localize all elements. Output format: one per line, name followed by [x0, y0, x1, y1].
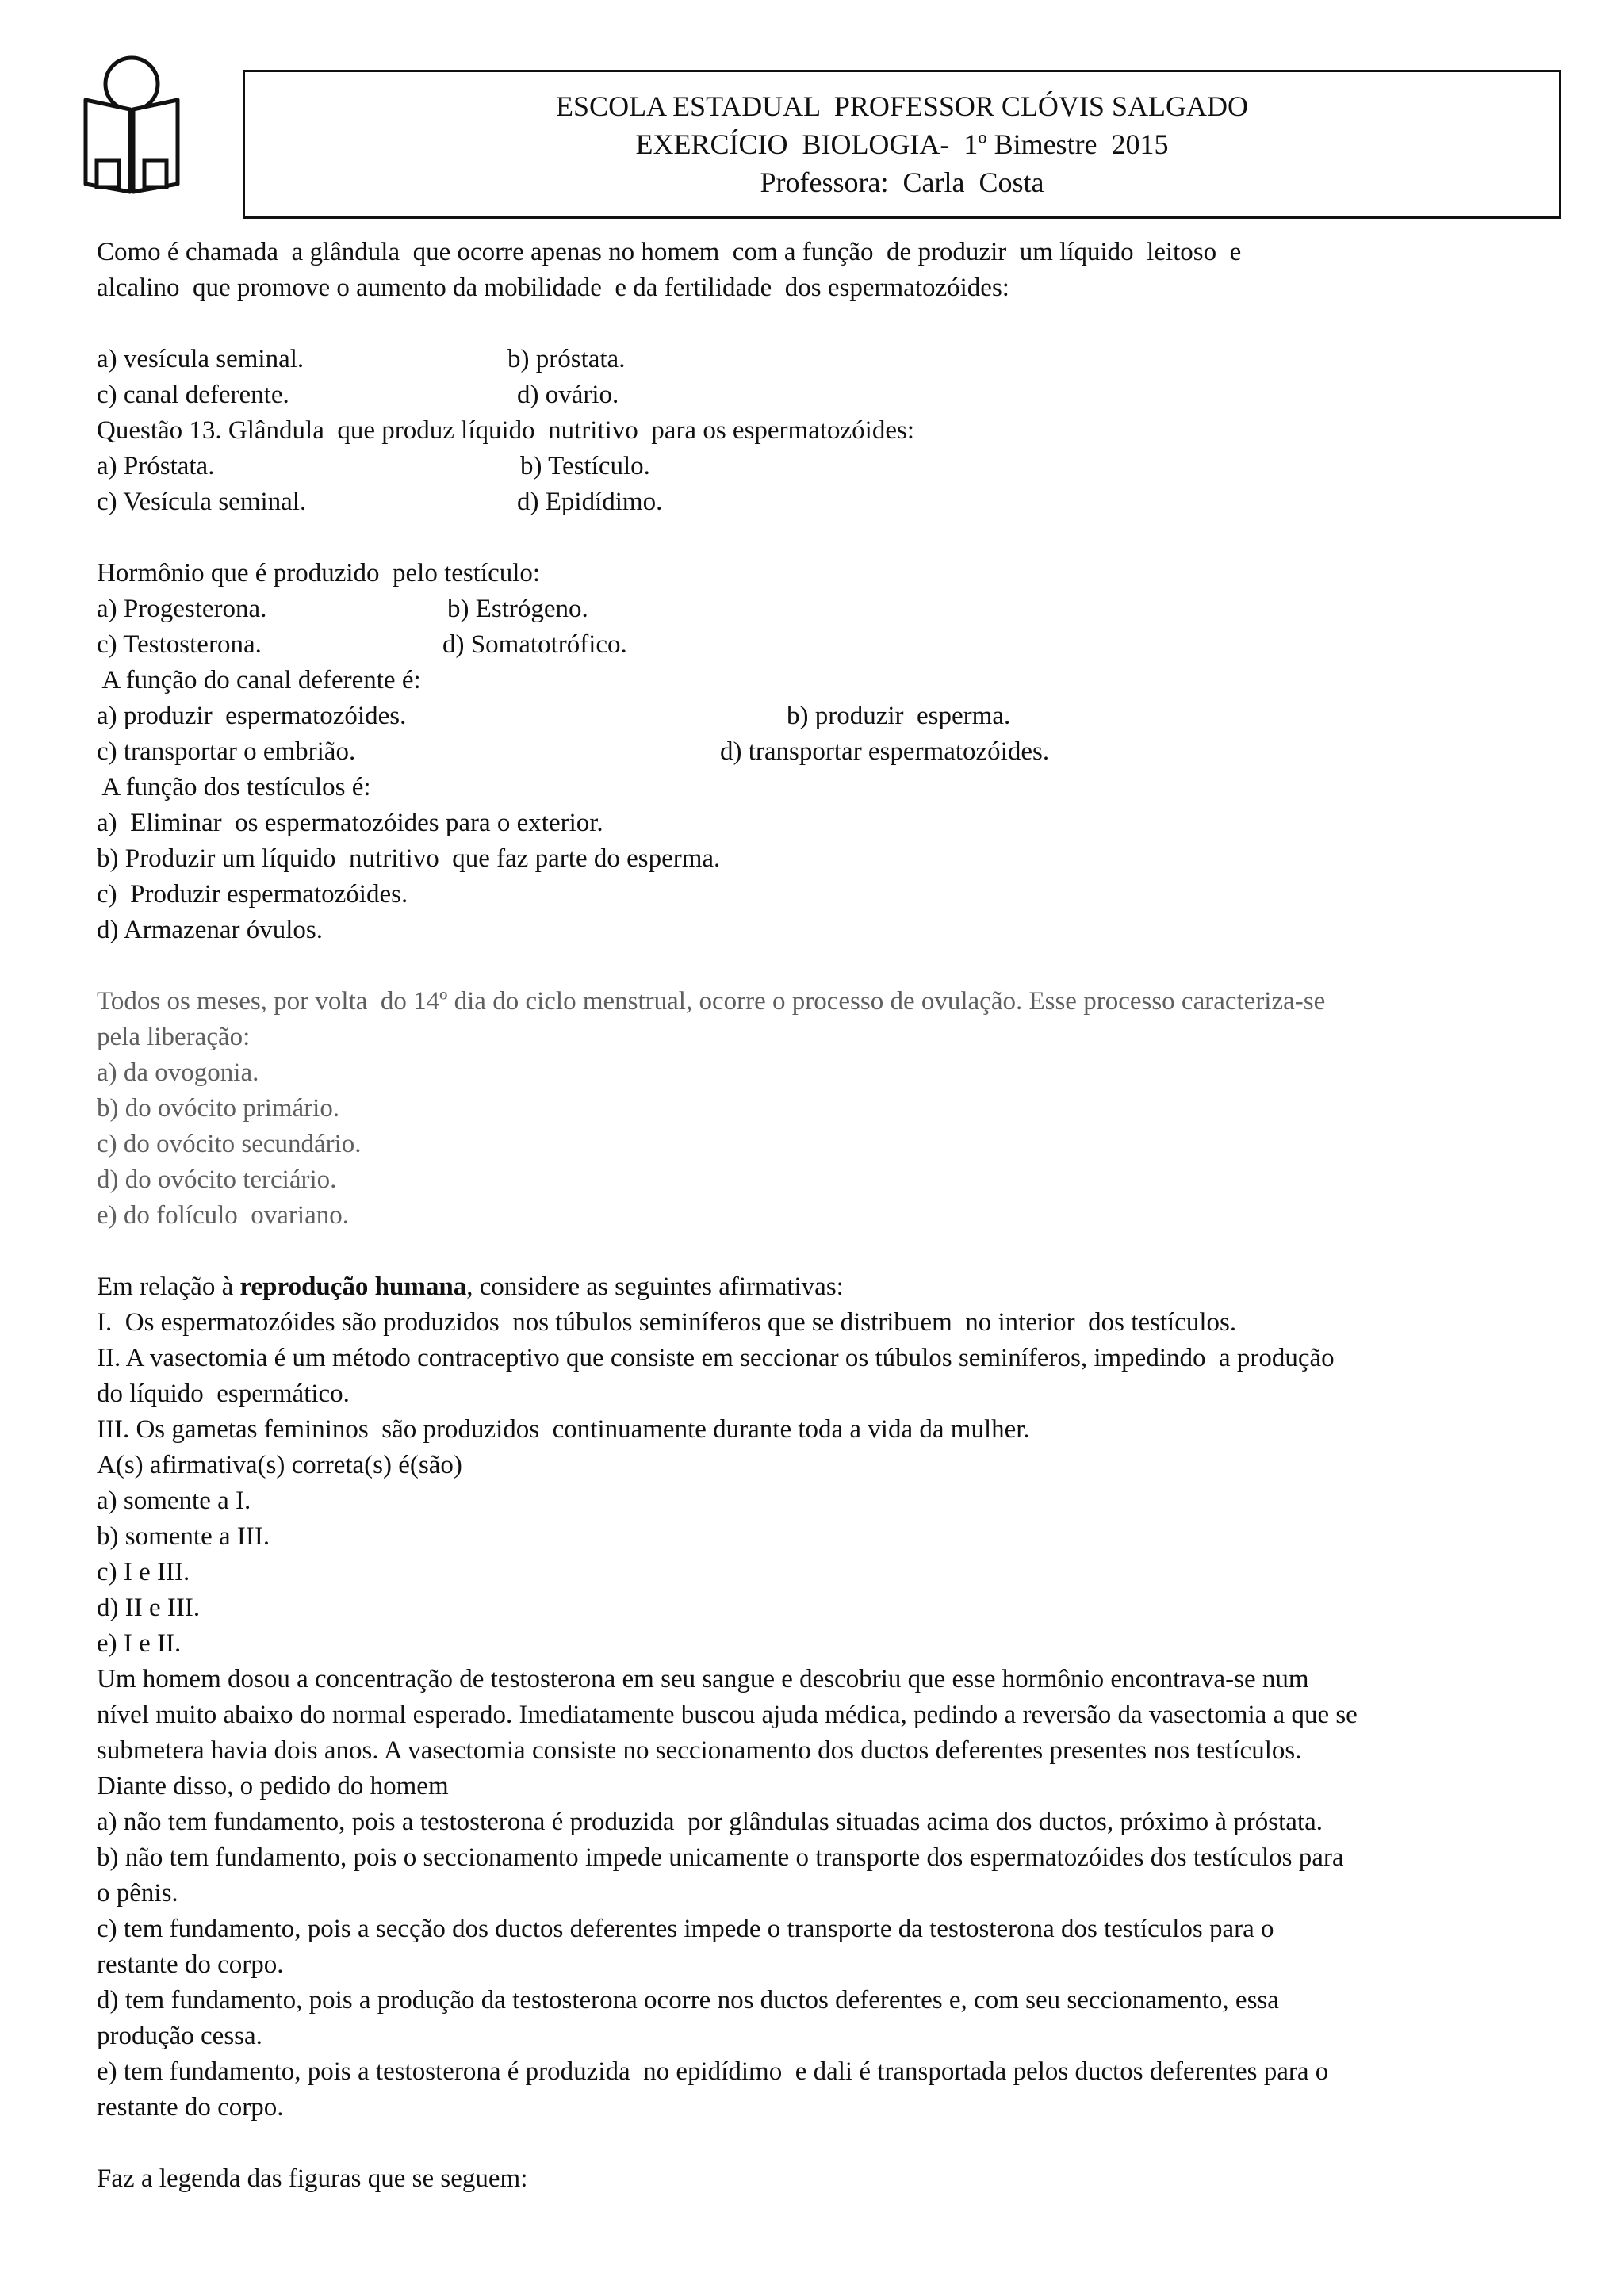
- option-d: d) tem fundamento, pois a produção da testosterona ocorre nos ductos deferentes e, com seu seccionamento, essa: [97, 1986, 1279, 2015]
- question-stem: Todos os meses, por volta do 14º dia do ciclo menstrual, ocorre o processo de ovulação. Esse processo caracteriza-se: [97, 987, 1326, 1016]
- option-c: c) Testosterona.: [97, 630, 262, 659]
- statement-i: I. Os espermatozóides são produzidos nos túbulos seminíferos que se distribuem no interior dos testículos.: [97, 1308, 1237, 1337]
- option-a: a) produzir espermatozóides.: [97, 702, 407, 730]
- option-e: e) I e II.: [97, 1629, 182, 1658]
- option-e: e) do folículo ovariano.: [97, 1201, 349, 1230]
- option-b: b) Estrógeno.: [447, 595, 588, 623]
- option-a: a) Progesterona.: [97, 595, 267, 623]
- question-3: [97, 556, 1492, 663]
- question-stem: Diante disso, o pedido do homem: [97, 1772, 449, 1800]
- statement-iii: III. Os gametas femininos são produzidos continuamente durante toda a vida da mulher.: [97, 1415, 1030, 1444]
- school-logo: [76, 51, 187, 205]
- option-c: c) I e III.: [97, 1558, 190, 1586]
- question-stem: pela liberação:: [97, 1023, 251, 1051]
- document-body: [97, 235, 1492, 2197]
- option-d: d) Epidídimo.: [517, 488, 663, 516]
- option-c: c) canal deferente.: [97, 381, 289, 409]
- question-7: [97, 1269, 1492, 1662]
- question-2: [97, 413, 1492, 520]
- option-a: a) da ovogonia.: [97, 1058, 259, 1087]
- option-d: d) Armazenar óvulos.: [97, 916, 323, 944]
- option-c: c) transportar o embrião.: [97, 737, 356, 766]
- exercise-title: EXERCÍCIO BIOLOGIA- 1º Bimestre 2015: [635, 128, 1169, 160]
- option-d: d) II e III.: [97, 1594, 201, 1622]
- question-1: [97, 235, 1492, 413]
- question-8: [97, 1662, 1492, 2126]
- option-c: c) tem fundamento, pois a secção dos ductos deferentes impede o transporte da testosterona dos testículos para o: [97, 1915, 1274, 1943]
- option-c: c) do ovócito secundário.: [97, 1130, 362, 1158]
- option-d: d) ovário.: [517, 381, 619, 409]
- question-stem: alcalino que promove o aumento da mobilidade e da fertilidade dos espermatozóides:: [97, 274, 1009, 302]
- option-a: a) não tem fundamento, pois a testosterona é produzida por glândulas situadas acima dos ductos, próximo à próstata.: [97, 1808, 1323, 1836]
- option-b: b) do ovócito primário.: [97, 1094, 340, 1123]
- option-e-cont: restante do corpo.: [97, 2093, 284, 2122]
- option-c: c) Vesícula seminal.: [97, 488, 307, 516]
- question-stem: A função dos testículos é:: [97, 773, 371, 802]
- option-b: b) Testículo.: [520, 452, 650, 480]
- teacher-name: Professora: Carla Costa: [760, 166, 1044, 198]
- option-b: b) próstata.: [508, 345, 626, 373]
- bold-term: reprodução humana: [239, 1272, 467, 1301]
- option-a: a) Eliminar os espermatozóides para o exterior.: [97, 809, 603, 837]
- option-c: c) Produzir espermatozóides.: [97, 880, 408, 909]
- header-box: [243, 70, 1561, 219]
- question-stem: Em relação à reprodução humana, considere as seguintes afirmativas:: [97, 1272, 844, 1301]
- option-b: b) Produzir um líquido nutritivo que faz parte do esperma.: [97, 844, 721, 873]
- option-a: a) somente a I.: [97, 1487, 251, 1515]
- school-name: ESCOLA ESTADUAL PROFESSOR CLÓVIS SALGADO: [556, 90, 1248, 122]
- option-e: e) tem fundamento, pois a testosterona é produzida no epidídimo e dali é transportada pelos ductos deferentes para o: [97, 2057, 1329, 2086]
- question-ask: A(s) afirmativa(s) correta(s) é(são): [97, 1451, 462, 1479]
- option-a: a) vesícula seminal.: [97, 345, 304, 373]
- question-stem: Como é chamada a glândula que ocorre apenas no homem com a função de produzir um líquido leitoso e: [97, 238, 1242, 266]
- option-b: b) somente a III.: [97, 1522, 270, 1551]
- question-stem: Um homem dosou a concentração de testosterona em seu sangue e descobriu que esse hormônio encontrava-se num: [97, 1665, 1309, 1693]
- option-d: d) Somatotrófico.: [442, 630, 627, 659]
- question-stem: submetera havia dois anos. A vasectomia consiste no seccionamento dos ductos deferentes presentes nos testículos.: [97, 1736, 1302, 1765]
- question-stem: Questão 13. Glândula que produz líquido nutritivo para os espermatozóides:: [97, 416, 915, 445]
- option-a: a) Próstata.: [97, 452, 215, 480]
- question-4: [97, 663, 1492, 770]
- question-6: [97, 984, 1492, 1234]
- option-b: b) produzir esperma.: [787, 702, 1011, 730]
- option-d-cont: produção cessa.: [97, 2022, 262, 2050]
- closing-instruction: Faz a legenda das figuras que se seguem:: [97, 2164, 528, 2193]
- question-stem: A função do canal deferente é:: [97, 666, 421, 695]
- option-b-cont: o pênis.: [97, 1879, 178, 1908]
- option-d: d) transportar espermatozóides.: [720, 737, 1050, 766]
- question-5: [97, 770, 1492, 948]
- option-b: b) não tem fundamento, pois o seccionamento impede unicamente o transporte dos espermatozóides dos testículos para: [97, 1843, 1344, 1872]
- statement-ii-cont: do líquido espermático.: [97, 1380, 350, 1408]
- option-c-cont: restante do corpo.: [97, 1950, 284, 1979]
- statement-ii: II. A vasectomia é um método contraceptivo que consiste em seccionar os túbulos seminíferos, impedindo a produção: [97, 1344, 1335, 1372]
- option-d: d) do ovócito terciário.: [97, 1165, 337, 1194]
- question-stem: Hormônio que é produzido pelo testículo:: [97, 559, 541, 587]
- question-stem: nível muito abaixo do normal esperado. Imediatamente buscou ajuda médica, pedindo a reversão da vasectomia a que se: [97, 1701, 1358, 1729]
